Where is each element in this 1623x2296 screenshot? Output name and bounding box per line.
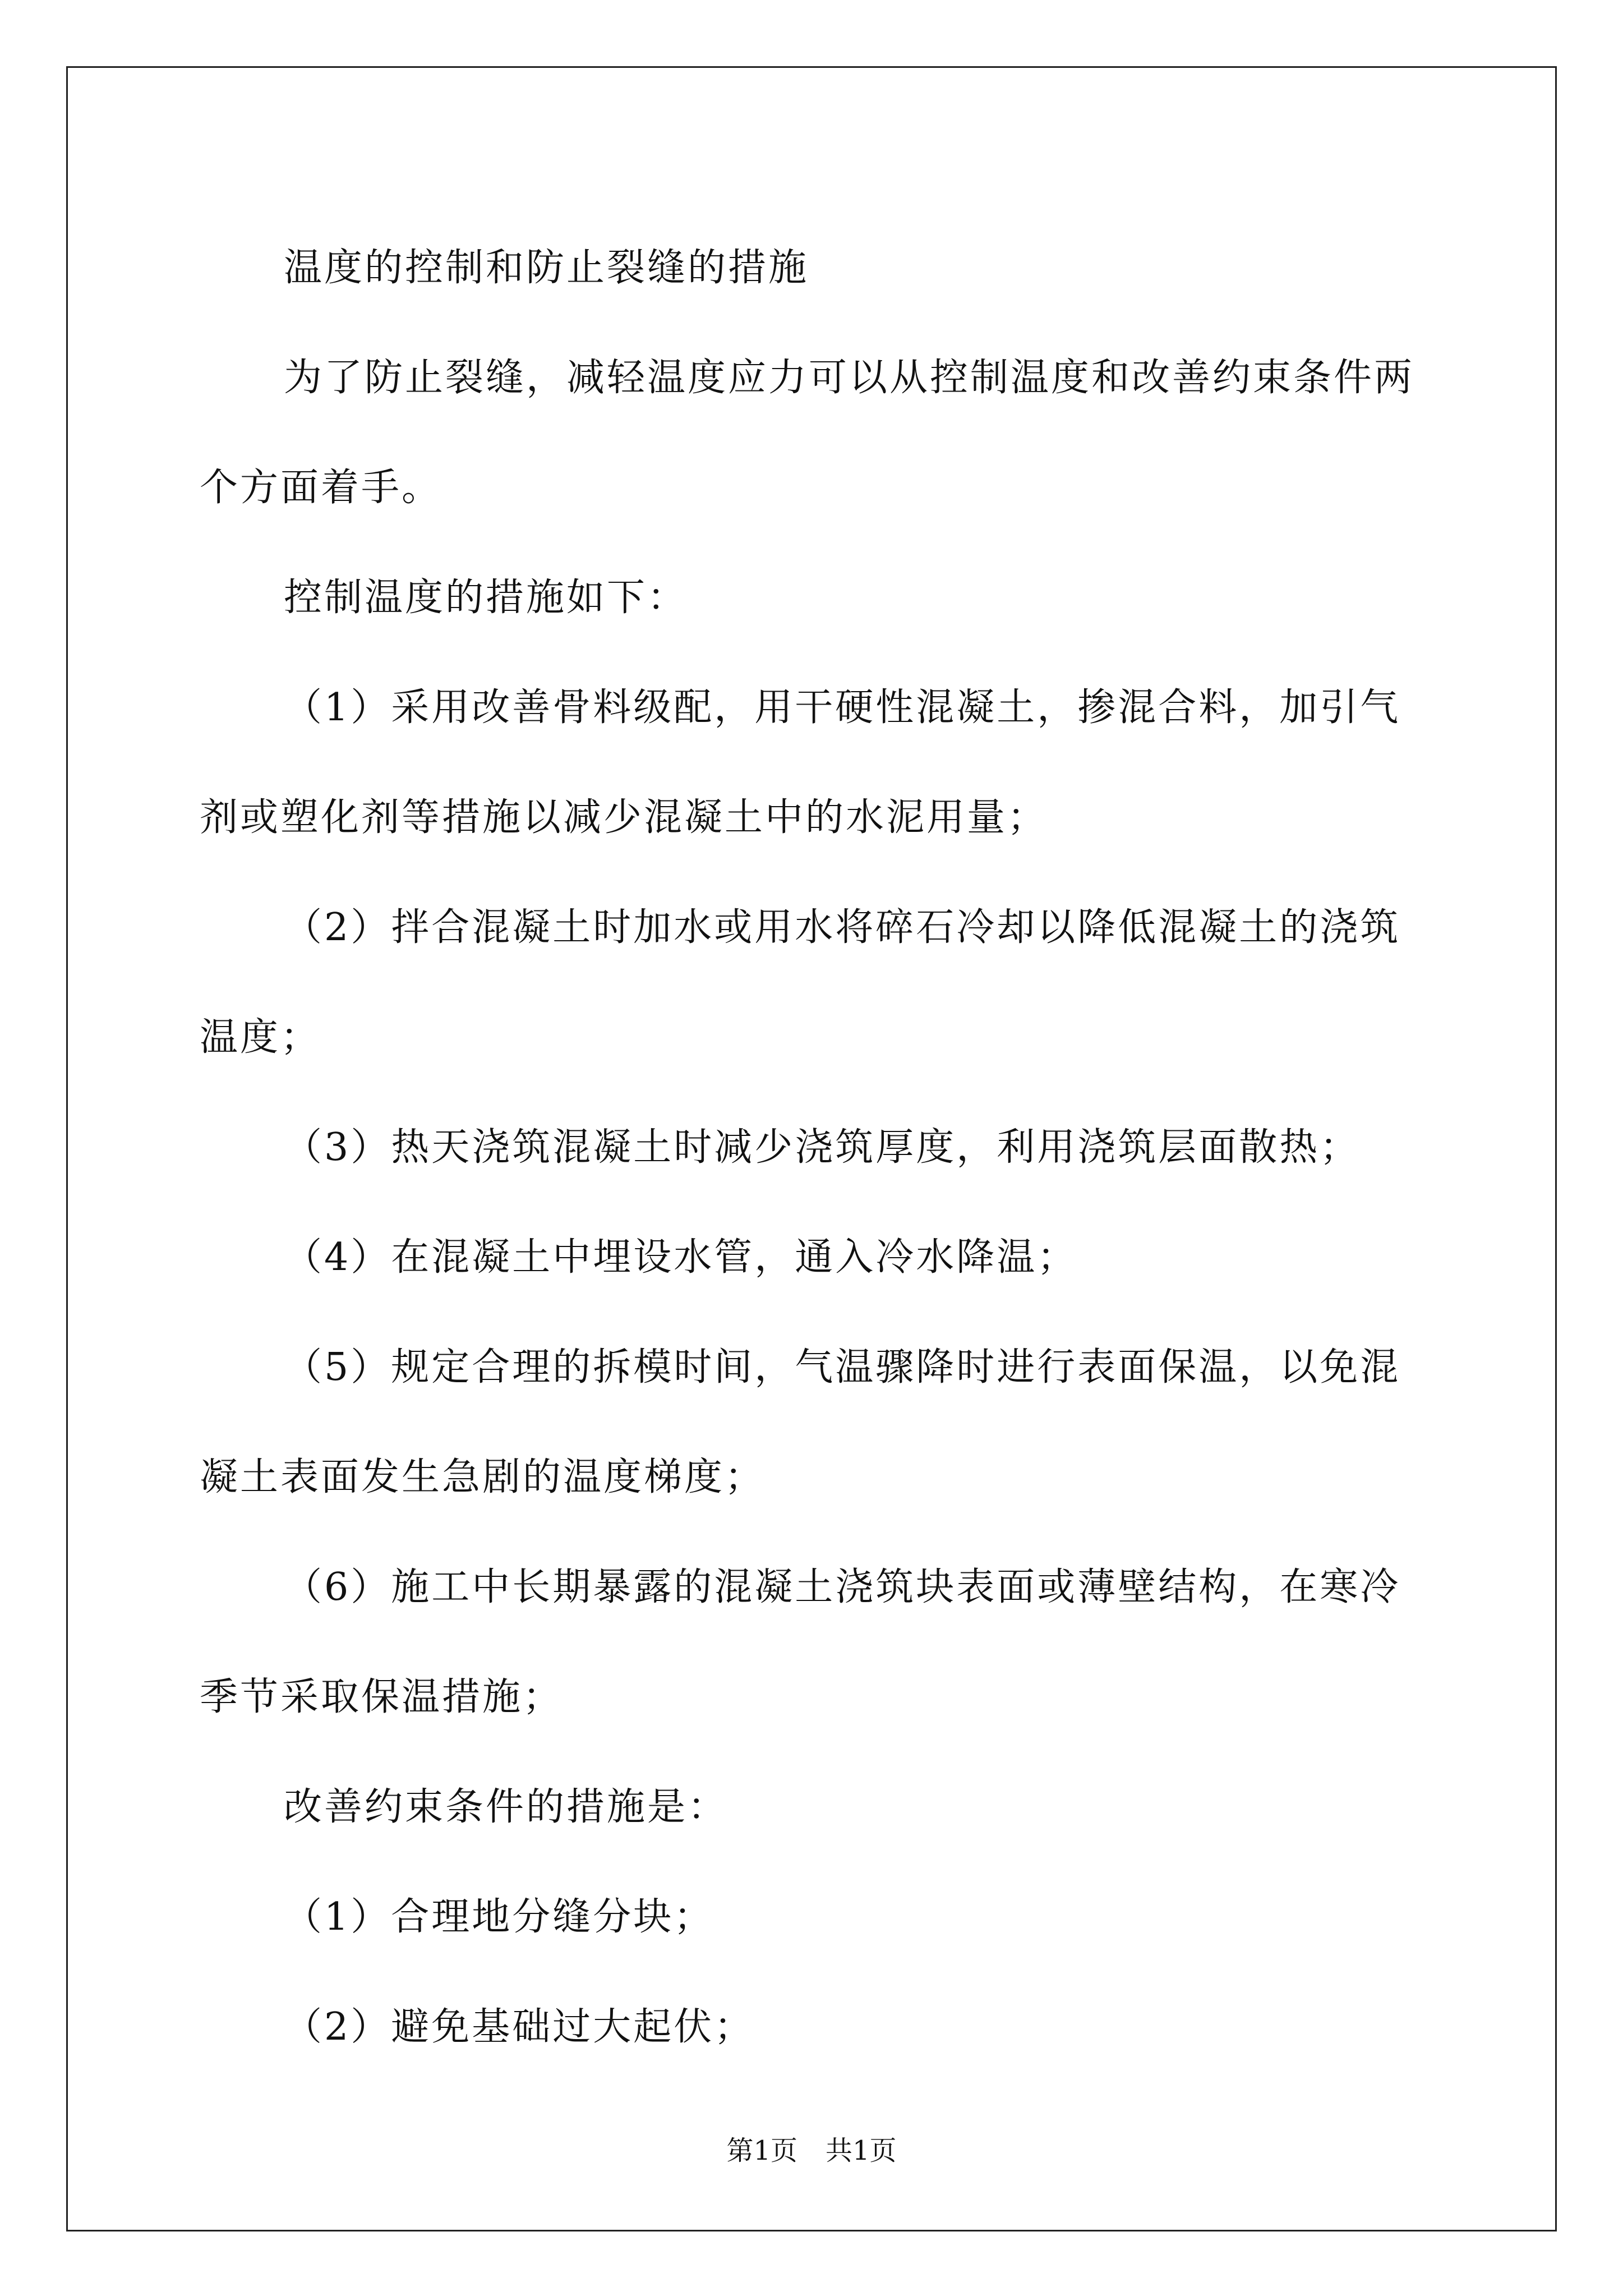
list-item: （6）施工中长期暴露的混凝土浇筑块表面或薄壁结构，在寒冷季节采取保温措施； <box>200 1565 1401 1719</box>
page-number-total: 共1页 <box>826 2135 897 2166</box>
page-number-current: 第1页 <box>726 2135 797 2166</box>
paragraph-temperature-heading: 控制温度的措施如下： <box>284 576 688 620</box>
page-footer <box>0 2129 1623 2168</box>
list-item: （5）规定合理的拆模时间，气温骤降时进行表面保温，以免混凝土表面发生急剧的温度梯度； <box>200 1345 1401 1499</box>
list-item: （2）拌合混凝土时加水或用水将碎石冷却以降低混凝土的浇筑温度； <box>200 905 1401 1060</box>
list-item: （4）在混凝土中埋设水管，通入冷水降温； <box>284 1235 1078 1280</box>
list-item: （1）采用改善骨料级配，用干硬性混凝土，掺混合料，加引气剂或塑化剂等措施以减少混凝土中的水泥用量； <box>200 685 1401 840</box>
list-item: （2）避免基础过大起伏； <box>284 2005 755 2049</box>
document-body <box>200 213 1433 2082</box>
paragraph-constraint-heading: 改善约束条件的措施是： <box>284 1785 728 1829</box>
list-item: （3）热天浇筑混凝土时减少浇筑厚度，利用浇筑层面散热； <box>284 1125 1361 1170</box>
document-title: 温度的控制和防止裂缝的措施 <box>284 246 809 290</box>
paragraph-intro: 为了防止裂缝，减轻温度应力可以从控制温度和改善约束条件两个方面着手。 <box>200 356 1415 510</box>
list-item: （1）合理地分缝分块； <box>284 1895 714 1939</box>
